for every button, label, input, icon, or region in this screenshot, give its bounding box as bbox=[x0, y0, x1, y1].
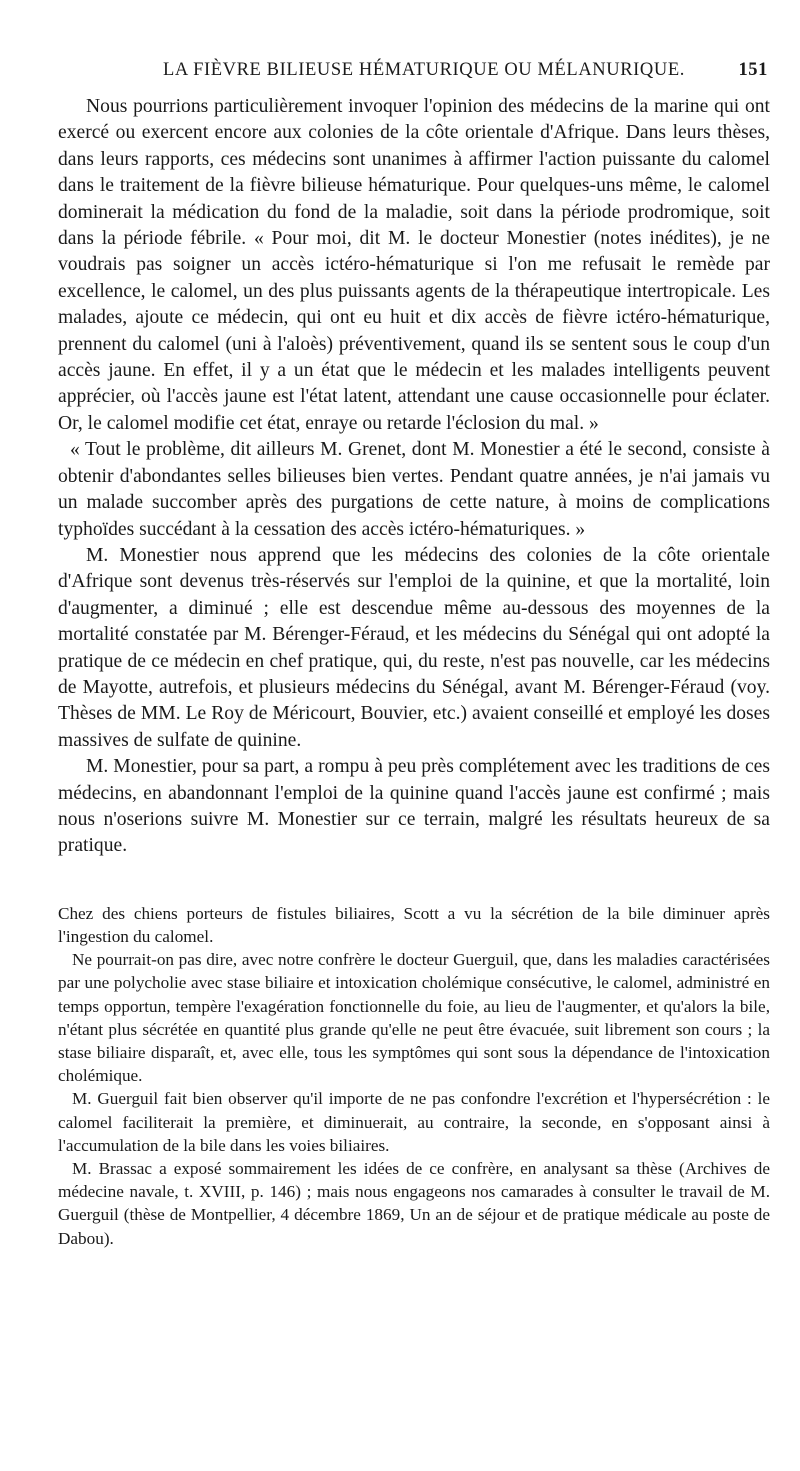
main-text bbox=[58, 94, 770, 860]
footnote-hypersecretion: M. Guerguil fait bien observer qu'il importe de ne pas confondre l'excrétion et l'hypersécrétion : le calomel faciliterait la première, et diminuerait, au contraire, la seconde, en s'opposant ainsi à l'accumulation de la bile dans les voies biliaires. bbox=[58, 1089, 770, 1155]
paragraph-calomel-opinion: Nous pourrions particulièrement invoquer l'opinion des médecins de la marine qui ont exercé ou exercent encore aux colonies de la côte orientale d'Afrique. Dans leurs thèses, dans leurs rapports, ces médecins sont unanimes à affirmer l'action puissante du calomel dans le traitement de la fièvre bilieuse hématurique. Pour quelques-uns même, le calomel dominerait la médication du fond de la maladie, soit dans la période prodromique, soit dans la période fébrile. « Pour moi, dit M. le docteur Monestier (notes inédites), je ne voudrais pas soigner un accès ictéro-hématurique si l'on me refusait le remède par excellence, le calomel, un des plus puissants agents de la thérapeutique intertropicale. Les malades, ajoute ce médecin, qui ont eu huit et dix accès de fièvre ictéro-hématurique, prennent du calomel (uni à l'aloès) préventivement, quand ils se sentent sous le coup d'un accès jaune. En effet, il y a un état que le médecin et les malades intelligents peuvent apprécier, où l'accès jaune est l'état latent, attendant une cause occasionnelle pour éclater. Or, le calomel modifie cet état, enraye ou retarde l'éclosion du mal. » bbox=[58, 96, 770, 434]
book-page bbox=[58, 60, 770, 1250]
paragraph-grenet-quote: « Tout le problème, dit ailleurs M. Grenet, dont M. Monestier a été le second, consiste à obtenir d'abondantes selles bilieuses bien vertes. Pendant quatre années, je n'ai jamais vu un malade succomber après des purgations de cette nature, à moins de complications typhoïdes succédant à la cessation des accès ictéro-hématuriques. » bbox=[58, 439, 770, 540]
paragraph-quinine-reserve: M. Monestier nous apprend que les médecins des colonies de la côte orientale d'Afrique sont devenus très-réservés sur l'emploi de la quinine, et que la mortalité, loin d'augmenter, a diminué ; elle est descendue même au-dessous des moyennes de la mortalité constatée par M. Bérenger-Féraud, et les médecins du Sénégal qui ont adopté la pratique de ce médecin en chef pratique, qui, du reste, n'est pas nouvelle, car les médecins de Mayotte, autrefois, et plusieurs médecins du Sénégal, avant M. Bérenger-Féraud (voy. Thèses de MM. Le Roy de Méricourt, Bouvier, etc.) avaient conseillé et employé les doses massives de sulfate de quinine. bbox=[58, 544, 770, 751]
footnote-guerguil: Ne pourrait-on pas dire, avec notre confrère le docteur Guerguil, que, dans les maladies caractérisées par une polycholie avec stase biliaire et intoxication cholémique consécutive, le calomel, administré en temps opportun, tempère l'exagération fonctionnelle du foie, au lieu de l'augmenter, et qu'alors la bile, n'étant plus sécrétée en quantité plus grande qu'elle ne peut être évacuée, suit librement son cours ; la stase biliaire disparaît, et, avec elle, tous les symptômes qui sont sous la dépendance de l'intoxication cholémique. bbox=[58, 950, 770, 1086]
page-number: 151 bbox=[738, 60, 768, 80]
running-title: LA FIÈVRE BILIEUSE HÉMATURIQUE OU MÉLANURIQUE. bbox=[163, 60, 685, 80]
paragraph-monestier-practice: M. Monestier, pour sa part, a rompu à peu près complétement avec les traditions de ces médecins, en abandonnant l'emploi de la quinine quand l'accès jaune est confirmé ; mais nous n'oserions suivre M. Monestier sur ce terrain, malgré les résultats heureux de sa pratique. bbox=[58, 756, 770, 857]
footnote-brassac: M. Brassac a exposé sommairement les idées de ce confrère, en analysant sa thèse (Archives de médecine navale, t. XVIII, p. 146) ; mais nous engageons nos camarades à consulter le travail de M. Guerguil (thèse de Montpellier, 4 décembre 1869, Un an de séjour et de pratique médicale au poste de Dabou). bbox=[58, 1159, 770, 1248]
running-header bbox=[58, 60, 770, 94]
footnotes bbox=[58, 902, 770, 1250]
footnote-scott: Chez des chiens porteurs de fistules biliaires, Scott a vu la sécrétion de la bile diminuer après l'ingestion du calomel. bbox=[58, 903, 770, 946]
